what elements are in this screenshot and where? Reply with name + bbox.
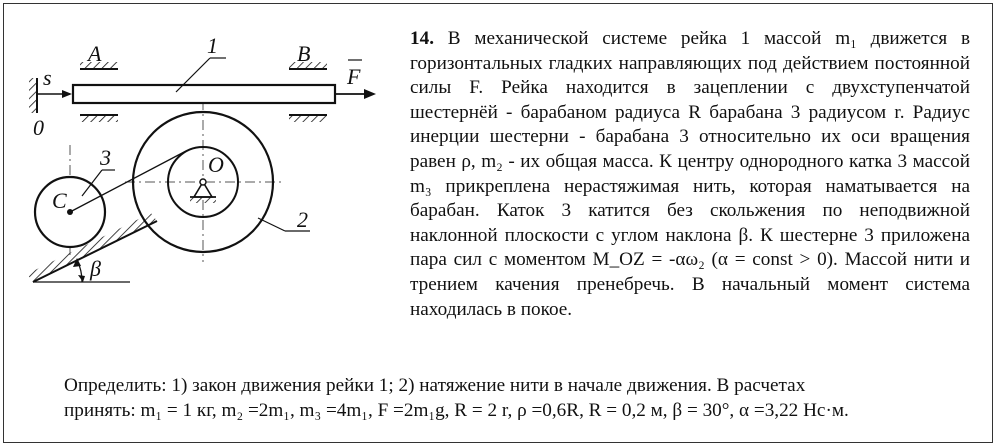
label-1: 1 [207, 33, 218, 58]
task-line-1: Определить: 1) закон движения рейки 1; 2) натяжение нити в начале движения. В расчетах [64, 375, 806, 396]
label-3: 3 [100, 145, 111, 170]
origin-wall [29, 78, 37, 113]
label-s: s [43, 65, 52, 90]
task-line-2: принять: m₁ = 1 кг, m₂ =2m₁, m₃ =4m₁, F =2m₁g, R = 2 r, ρ =0,6R, R = 0,2 м, β = 30°, α =3,22 Нс·м. [64, 399, 849, 421]
label-beta: β [90, 256, 101, 281]
problem-statement [410, 27, 970, 322]
s-axis-arrow [37, 90, 72, 98]
label-2: 2 [297, 207, 308, 232]
pivot-support-o [190, 179, 216, 203]
label-origin: 0 [33, 115, 44, 140]
rack-1 [73, 85, 335, 103]
label-c: C [52, 188, 67, 213]
mechanism-figure [0, 0, 405, 300]
label-f: F [347, 64, 361, 89]
problem-number: 14. [410, 28, 434, 49]
label-o: O [208, 152, 224, 177]
label-b: B [297, 41, 311, 66]
label-a: A [88, 41, 102, 66]
task-statement [64, 374, 970, 423]
problem-text: В механической системе рейка 1 массой m₁ движется в горизонтальных гладких направляющих под действием постоянной силы F. Рейка находится в зацеплении с двухступенчатой шестернёй - барабаном радиуса R барабана 3 радиусом r. Радиус инерции шестерни - барабана 3 относительно их оси вращения равен ρ, m₂ - их общая масса. К центру однородного катка 3 массой m₃ прикреплена нерастяжимая нить, которая наматывается на барабан. Каток 3 катится без скольжения по неподвижной наклонной плоскости с углом наклона β. К шестерне 3 приложена пара сил с моментом M_OZ = -αω₂ (α = const > 0). Массой нити и трением качения пренебречь. В начальный момент система находилась в покое. [410, 28, 971, 320]
